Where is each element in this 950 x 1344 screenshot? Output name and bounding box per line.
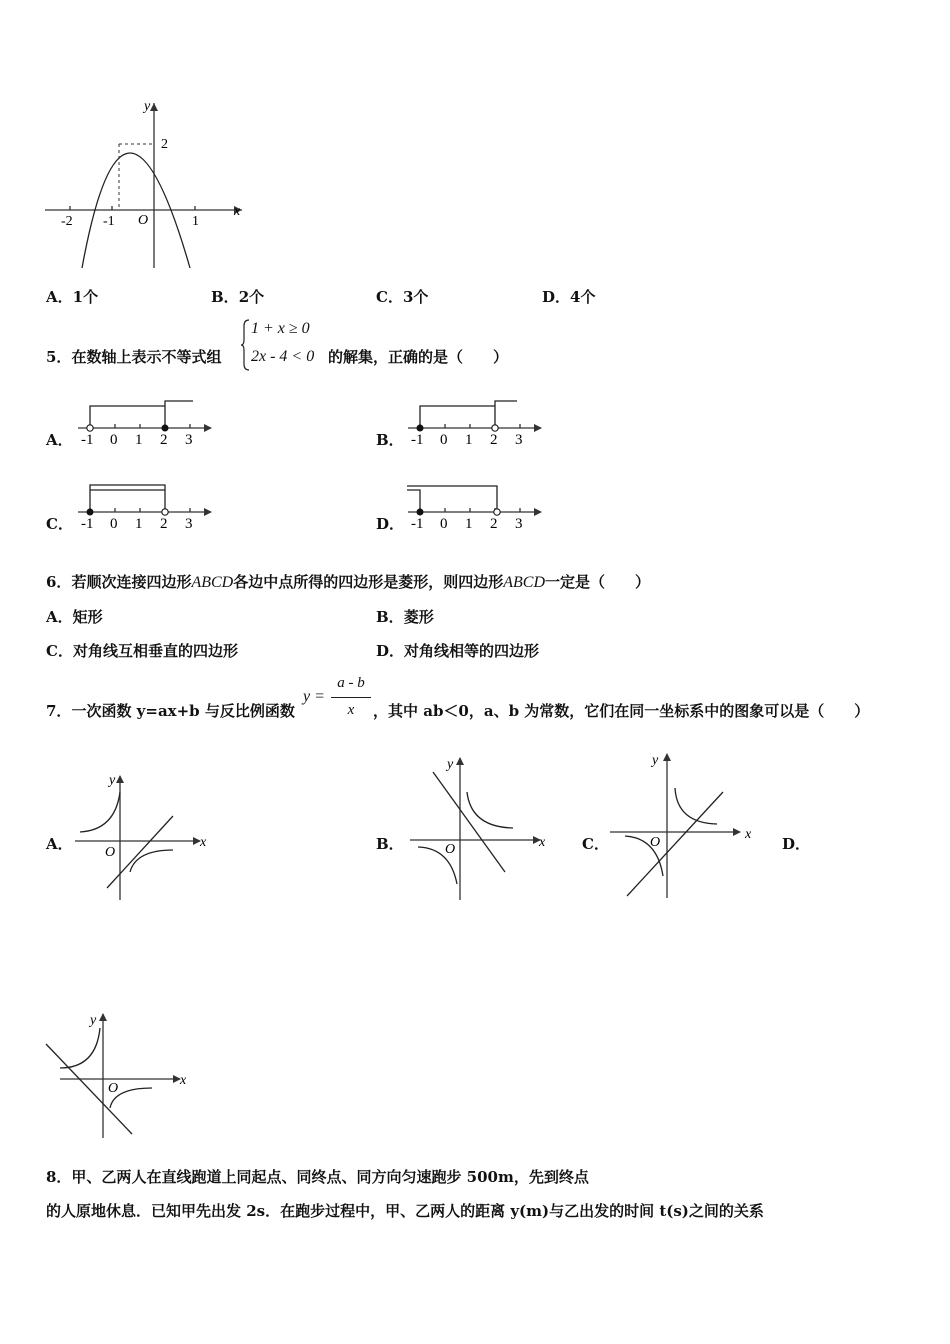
tick-label: -1 (103, 214, 115, 229)
y-mark-label: 2 (161, 137, 168, 152)
arrow-icon (534, 424, 542, 432)
q7-stem-suffix: ，其中 ab＜0，a、b 为常数，它们在同一坐标系中的图象可以是（ ） (373, 702, 870, 720)
hollow-dot (492, 425, 498, 431)
hyperbola-branch (60, 1028, 100, 1068)
svg-text:O: O (650, 835, 661, 850)
q5-stem-suffix: 的解集，正确的是（ ） (328, 348, 509, 366)
svg-text:x: x (200, 835, 207, 850)
svg-text:O: O (445, 842, 456, 857)
q5-brace (240, 318, 250, 372)
q5-option-b[interactable]: B． (376, 431, 404, 449)
q6-option-b[interactable]: B．菱形 (376, 608, 434, 626)
q5-option-d[interactable]: D． (376, 515, 405, 533)
q7-option-c[interactable]: C． (582, 835, 609, 853)
q7-option-d[interactable]: D． (782, 835, 811, 853)
q4-option-d[interactable]: D．4个 (542, 288, 596, 306)
svg-text:y: y (652, 753, 659, 768)
q6-option-a[interactable]: A．矩形 (46, 608, 103, 626)
svg-text:2: 2 (490, 516, 498, 532)
q7-func-lhs: y = (303, 688, 325, 705)
svg-text:2: 2 (160, 516, 168, 532)
y-arrow-icon (663, 753, 671, 761)
q6-option-c[interactable]: C．对角线互相垂直的四边形 (46, 642, 238, 660)
svg-text:-1: -1 (81, 432, 94, 448)
svg-text:0: 0 (110, 516, 118, 532)
svg-text:0: 0 (110, 432, 118, 448)
svg-text:y: y (109, 773, 116, 788)
line-graph (627, 792, 723, 896)
solid-dot (417, 509, 424, 516)
svg-text:-1: -1 (81, 516, 94, 532)
svg-text:3: 3 (515, 516, 523, 532)
q8-stem-line-1: 8．甲、乙两人在直线跑道上同起点、同终点、同方向匀速跑步 500m，先到终点 (46, 1168, 589, 1186)
tick-label: -2 (61, 214, 73, 229)
hyperbola-branch (80, 792, 120, 832)
line-graph (107, 816, 173, 888)
hollow-dot (494, 509, 500, 515)
solid-dot (162, 425, 169, 432)
origin-label: O (138, 213, 149, 228)
svg-text:0: 0 (440, 432, 448, 448)
arrow-icon (204, 424, 212, 432)
y-arrow-icon (150, 103, 158, 111)
y-label: y (144, 99, 151, 114)
q5-option-a[interactable]: A． (46, 431, 73, 449)
q7-graph-a (70, 770, 215, 905)
solid-dot (87, 509, 94, 516)
y-arrow-icon (456, 757, 464, 765)
svg-text:0: 0 (440, 516, 448, 532)
svg-text:x: x (180, 1073, 187, 1088)
svg-text:1: 1 (465, 516, 473, 532)
tick-label: 1 (192, 214, 199, 229)
svg-text:y: y (90, 1013, 97, 1028)
q5-numberline-b (405, 398, 545, 448)
svg-text:O: O (108, 1081, 119, 1096)
x-arrow-icon (733, 828, 741, 836)
hollow-dot (87, 425, 93, 431)
svg-text:-1: -1 (411, 432, 424, 448)
svg-text:3: 3 (185, 516, 193, 532)
hyperbola-branch (130, 850, 173, 872)
q8-stem-line-2: 的人原地休息．已知甲先出发 2s．在跑步过程中，甲、乙两人的距离 y(m)与乙出发的时间 t(s)之间的关系 (46, 1202, 764, 1220)
q4-option-b[interactable]: B．2个 (211, 288, 265, 306)
q4-option-c[interactable]: C．3个 (376, 288, 429, 306)
hyperbola-branch (467, 792, 513, 828)
svg-text:1: 1 (465, 432, 473, 448)
arrow-icon (204, 508, 212, 516)
fraction-bar (331, 697, 371, 698)
svg-text:1: 1 (135, 516, 143, 532)
y-arrow-icon (116, 775, 124, 783)
q5-inequality-2: 2x - 4 < 0 (251, 348, 315, 365)
q5-option-c[interactable]: C． (46, 515, 73, 533)
q7-func-numerator: a - b (337, 675, 365, 691)
solid-dot (417, 425, 424, 432)
svg-text:2: 2 (160, 432, 168, 448)
svg-text:-1: -1 (411, 516, 424, 532)
q6-option-d[interactable]: D．对角线相等的四边形 (376, 642, 540, 660)
svg-text:3: 3 (185, 432, 193, 448)
q7-option-b[interactable]: B． (376, 835, 404, 853)
q7-option-a[interactable]: A． (46, 835, 73, 853)
q7-graph-c (605, 748, 760, 903)
q4-option-a[interactable]: A．1个 (46, 288, 99, 306)
svg-text:3: 3 (515, 432, 523, 448)
hollow-dot (162, 509, 168, 515)
svg-text:y: y (447, 757, 454, 772)
q7-func-denominator: x (347, 702, 355, 718)
q7-graph-b (405, 752, 555, 904)
q5-stem-prefix: 5．在数轴上表示不等式组 (46, 348, 222, 366)
q7-stem-prefix: 7．一次函数 y=ax+b 与反比例函数 (46, 702, 295, 720)
q5-inequality-1: 1 + x ≥ 0 (251, 320, 310, 337)
q5-numberline-d (405, 482, 545, 532)
svg-text:x: x (539, 835, 546, 850)
x-label: x (234, 204, 241, 219)
q6-stem: 6．若顺次连接四边形ABCD各边中点所得的四边形是菱形，则四边形ABCD一定是（ ） (46, 573, 651, 591)
q5-numberline-c (75, 482, 215, 532)
svg-text:O: O (105, 845, 116, 860)
svg-text:x: x (745, 827, 752, 842)
y-arrow-icon (99, 1013, 107, 1021)
q4-parabola-graph (40, 98, 250, 273)
svg-text:1: 1 (135, 432, 143, 448)
svg-text:2: 2 (490, 432, 498, 448)
q5-numberline-a (75, 398, 215, 448)
arrow-icon (534, 508, 542, 516)
q7-graph-d (40, 1008, 195, 1143)
